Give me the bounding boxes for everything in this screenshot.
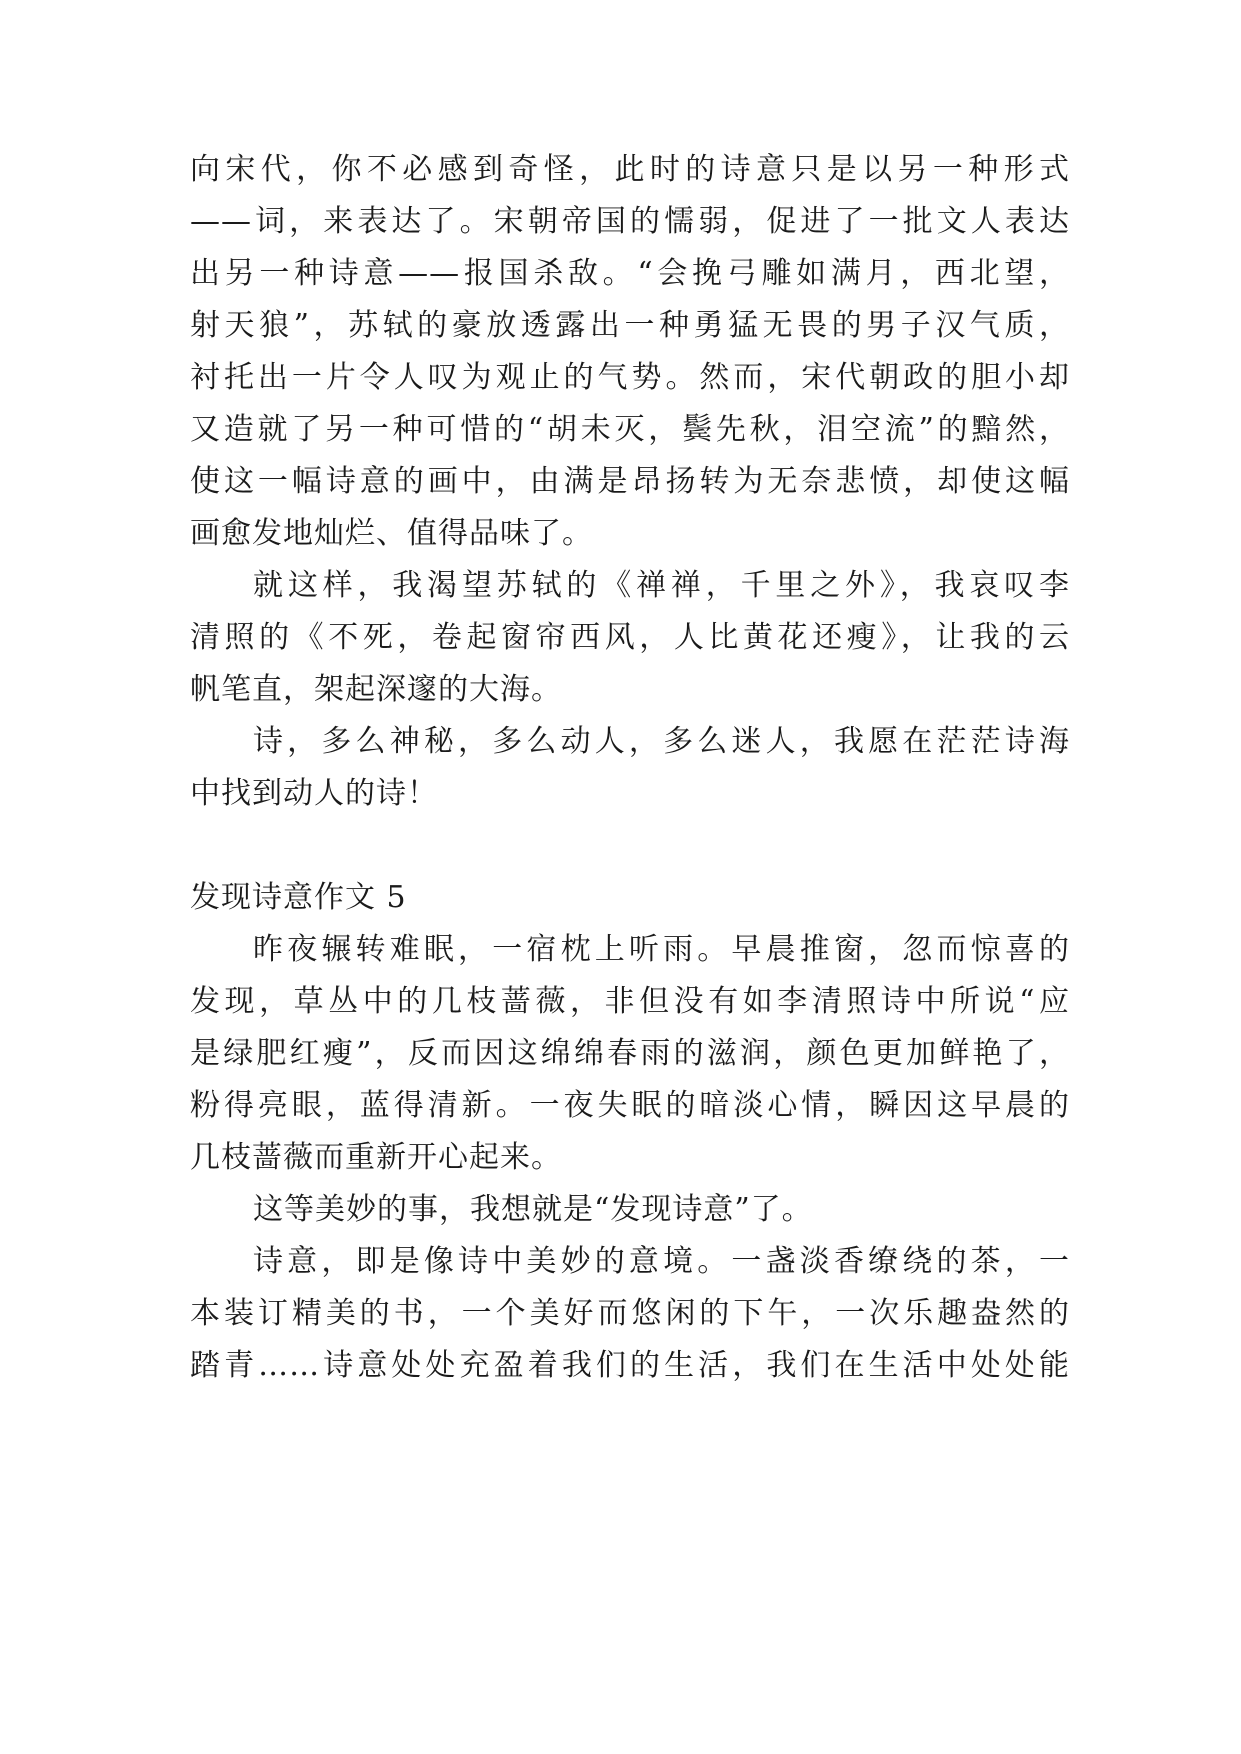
text-line: 诗意，即是像诗中美妙的意境。一盏淡香缭绕的茶，一 bbox=[253, 1244, 1070, 1279]
text-line: 踏青……诗意处处充盈着我们的生活，我们在生活中处处能 bbox=[190, 1348, 1070, 1383]
text-line: 是绿肥红瘦”，反而因这绵绵春雨的滋润，颜色更加鲜艳了， bbox=[190, 1036, 1070, 1071]
section-heading: 发现诗意作文 5 bbox=[190, 880, 407, 915]
text-line: 又造就了另一种可惜的“胡未灭，鬓先秋，泪空流”的黯然， bbox=[190, 412, 1070, 447]
text-line: 向宋代，你不必感到奇怪，此时的诗意只是以另一种形式 bbox=[190, 152, 1070, 187]
text-line: 射天狼”，苏轼的豪放透露出一种勇猛无畏的男子汉气质， bbox=[190, 308, 1070, 343]
text-line: ——词，来表达了。宋朝帝国的懦弱，促进了一批文人表达 bbox=[190, 204, 1070, 239]
text-line: 画愈发地灿烂、值得品味了。 bbox=[190, 516, 593, 551]
text-line: 衬托出一片令人叹为观止的气势。然而，宋代朝政的胆小却 bbox=[190, 360, 1070, 395]
text-line: 诗，多么神秘，多么动人，多么迷人，我愿在茫茫诗海 bbox=[253, 724, 1070, 759]
text-line: 这等美妙的事，我想就是“发现诗意”了。 bbox=[253, 1192, 813, 1227]
text-line: 清照的《不死，卷起窗帘西风，人比黄花还瘦》，让我的云 bbox=[190, 620, 1070, 655]
text-line: 昨夜辗转难眠，一宿枕上听雨。早晨推窗，忽而惊喜的 bbox=[253, 932, 1070, 967]
text-line: 中找到动人的诗！ bbox=[190, 776, 438, 811]
text-line: 粉得亮眼，蓝得清新。一夜失眠的暗淡心情，瞬因这早晨的 bbox=[190, 1088, 1070, 1123]
text-line: 帆笔直，架起深邃的大海。 bbox=[190, 672, 562, 707]
text-line: 几枝蔷薇而重新开心起来。 bbox=[190, 1140, 562, 1175]
text-line: 本装订精美的书，一个美好而悠闲的下午，一次乐趣盎然的 bbox=[190, 1296, 1070, 1331]
text-line: 出另一种诗意——报国杀敌。“会挽弓雕如满月，西北望， bbox=[190, 256, 1070, 291]
text-line: 就这样，我渴望苏轼的《禅禅，千里之外》，我哀叹李 bbox=[253, 568, 1070, 603]
text-line: 使这一幅诗意的画中，由满是昂扬转为无奈悲愤，却使这幅 bbox=[190, 464, 1070, 499]
text-line: 发现，草丛中的几枝蔷薇，非但没有如李清照诗中所说“应 bbox=[190, 984, 1070, 1019]
